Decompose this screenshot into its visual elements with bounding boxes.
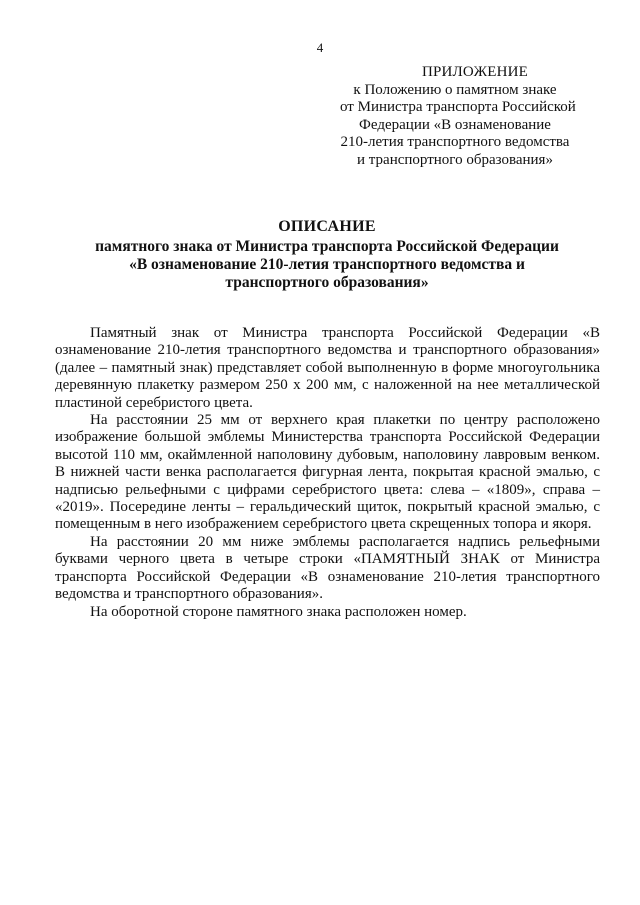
appendix-line: к Положению о памятном знаке [353, 81, 557, 98]
paragraph: На оборотной стороне памятного знака расположен номер. [90, 603, 467, 620]
paragraph: На расстоянии 25 мм от верхнего края плакетки по центру расположено изображение большой эмблемы Министерства транспорта Российской Федерации высотой 110 мм, окаймленной наполовину дубовым, наполовину лавровым венком. В нижней части венка располагается фигурная лента, покрытая красной эмалью, с надписью рельефными с цифрами серебристого цвета: слева – «1809», справа – «2019». Посередине ленты – геральдический щиток, покрытый красной эмалью, с помещенным в него изображением серебристого цвета скрещенных топора и якоря. [55, 412, 600, 533]
appendix-line: 210-летия транспортного ведомства [340, 134, 570, 150]
appendix-line: Федерации «В ознаменование [359, 116, 551, 133]
paragraph: Памятный знак от Министра транспорта Российской Федерации «В ознаменование 210-летия транспортного ведомства и транспортного образования» (далее – памятный знак) представляет собой выполненную в форме многоугольника деревянную плакетку размером 250 х 200 мм, с наложенной на нее металлической пластиной серебристого цвета. [55, 325, 600, 411]
description-body [55, 325, 600, 621]
appendix-heading: ПРИЛОЖЕНИЕ [421, 64, 529, 80]
page-number: 4 [316, 40, 324, 55]
title-line: «В ознаменование 210-летия транспортного ведомства и [129, 256, 525, 273]
title-line: транспортного образования» [225, 274, 429, 291]
title-heading: ОПИСАНИЕ [278, 218, 376, 235]
document-title [62, 218, 592, 292]
appendix-line: от Министра транспорта Российской [340, 99, 576, 115]
title-line: памятного знака от Министра транспорта Российской Федерации [95, 238, 559, 255]
paragraph: На расстоянии 20 мм ниже эмблемы располагается надпись рельефными буквами черного цвета в четыре строки «ПАМЯТНЫЙ ЗНАК от Министра транспорта Российской Федерации «В ознаменование 210-летия транспортного ведомства и транспортного образования». [55, 533, 600, 603]
appendix-line: и транспортного образования» [357, 151, 553, 168]
appendix-block [340, 64, 576, 169]
